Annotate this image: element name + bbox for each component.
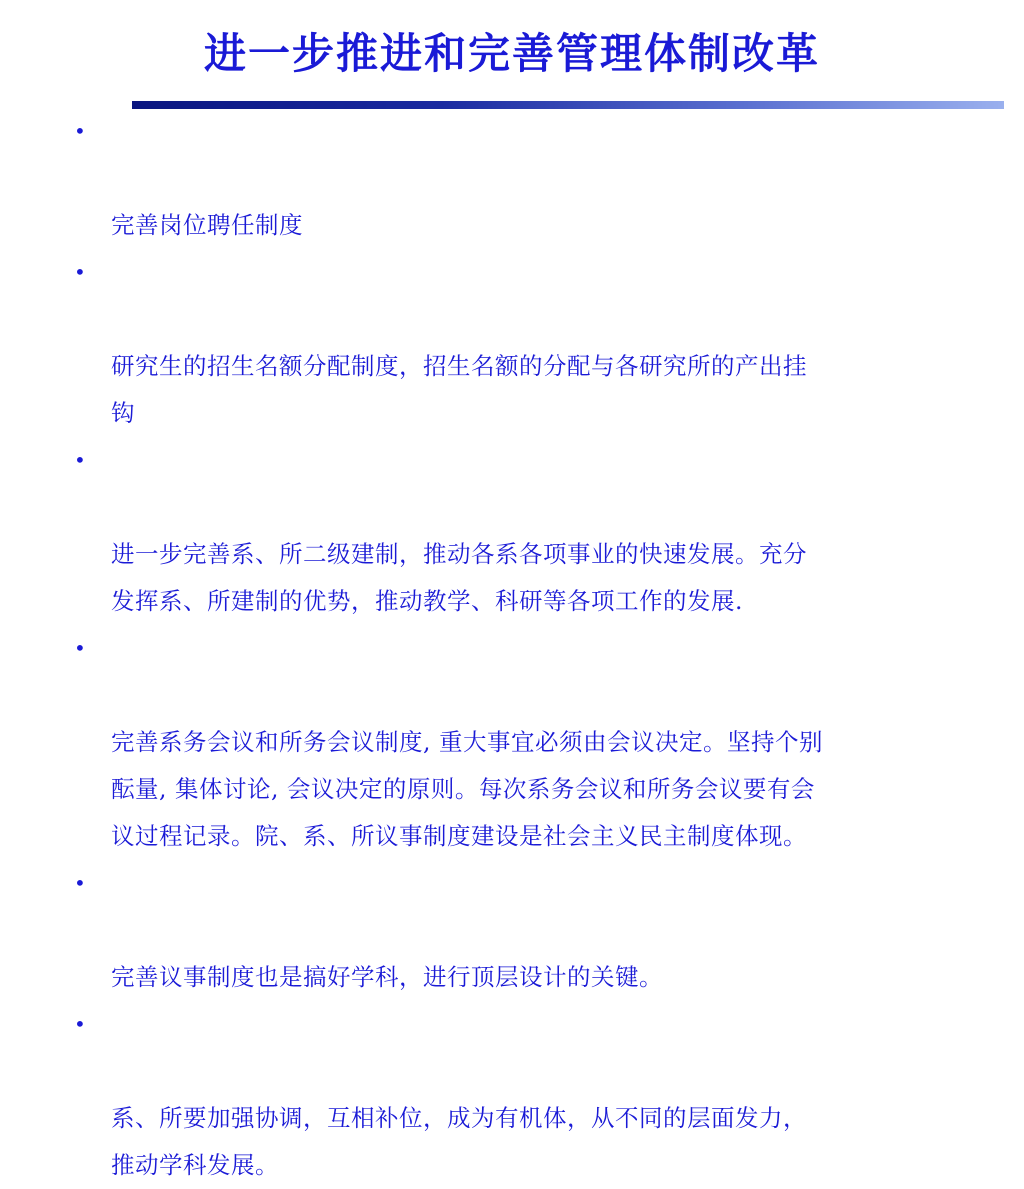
bullet-list [74,108,974,1189]
bullet-text: 完善议事制度也是搞好学科，进行顶层设计的关键。 [111,963,663,991]
bullet-text: 完善岗位聘任制度 [111,211,303,239]
bullet-dot-icon: • [74,119,87,143]
bullet-item [74,1001,974,1189]
bullet-dot-icon: • [74,260,87,284]
bullet-text: 进一步完善系、所二级建制，推动各系各项事业的快速发展。充分 发挥系、所建制的优势，推动教学、科研等各项工作的发展. [111,540,807,615]
bullet-item [74,249,974,437]
bullet-text: 研究生的招生名额分配制度，招生名额的分配与各研究所的产出挂 钩 [111,352,807,427]
bullet-text: 完善系务会议和所务会议制度, 重大事宜必须由会议决定。坚持个别 酝量, 集体讨论, 会议决定的原则。每次系务会议和所务会议要有会 议过程记录。院、系、所议事制度建设是社会主义民主制度体现。 [111,728,823,850]
bullet-item [74,860,974,1001]
bullet-item [74,625,974,860]
bullet-dot-icon: • [74,871,87,895]
bullet-dot-icon: • [74,1012,87,1036]
bullet-dot-icon: • [74,636,87,660]
bullet-dot-icon: • [74,448,87,472]
slide-title: 进一步推进和完善管理体制改革 [203,29,820,78]
bullet-item [74,437,974,625]
bullet-item [74,108,974,249]
bullet-text: 系、所要加强协调，互相补位，成为有机体，从不同的层面发力， 推动学科发展。 [111,1104,807,1179]
